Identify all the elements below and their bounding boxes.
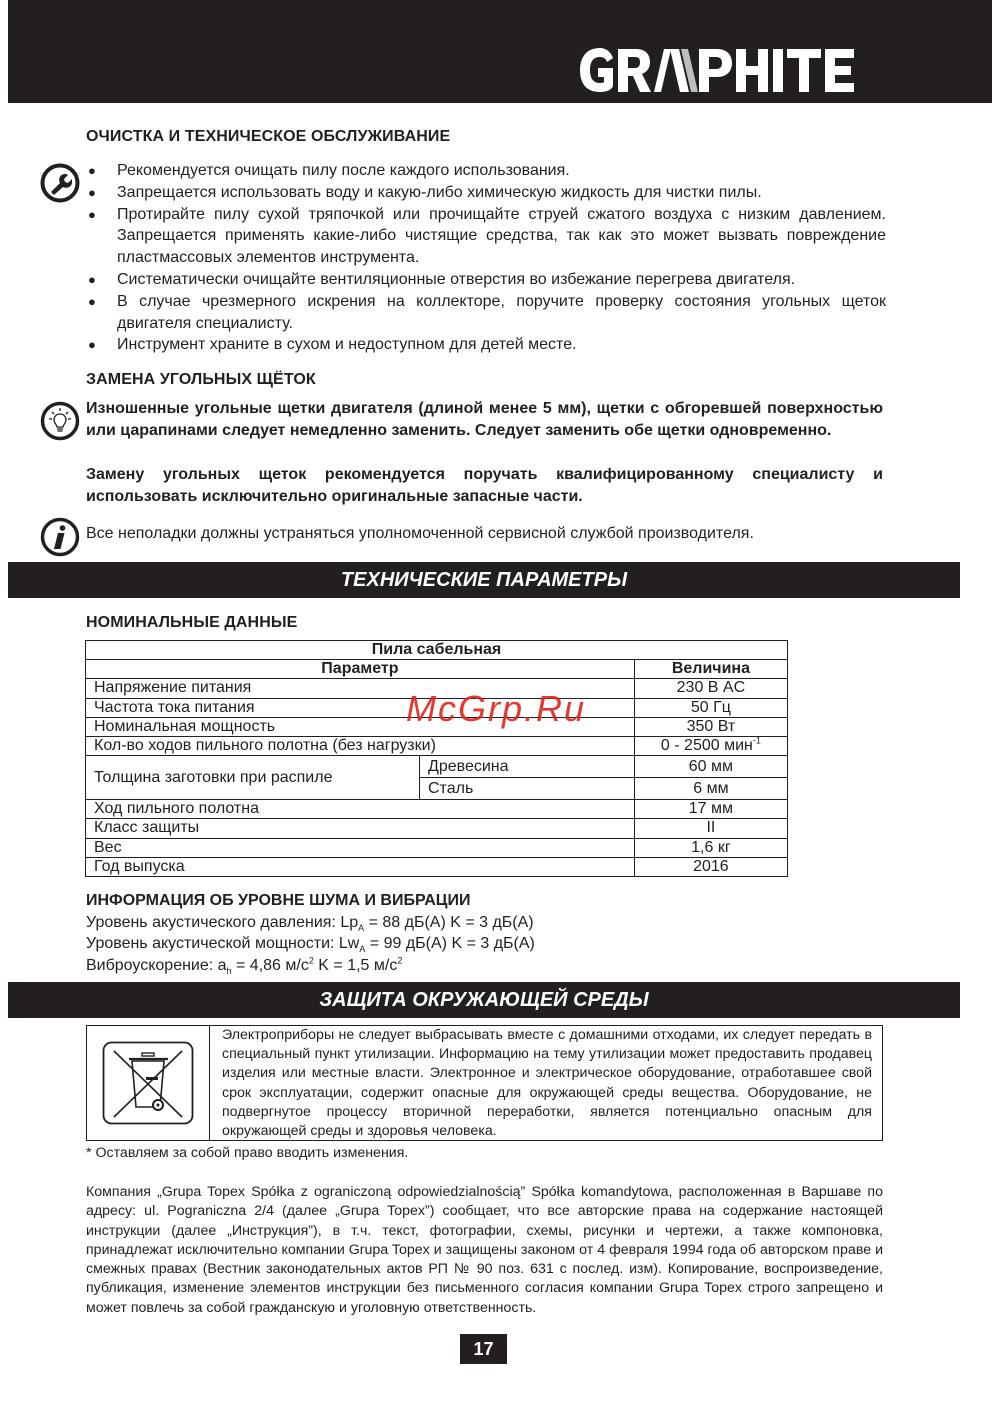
value-cell: 230 В AC xyxy=(634,679,787,698)
param-cell: Кол-во ходов пильного полотна (без нагрузки) xyxy=(86,736,635,755)
noise-value: = 88 дБ(A) K = 3 дБ(A) xyxy=(364,913,534,931)
environment-text: Электроприборы не следует выбрасывать вместе с домашними отходами, их следует передать в специальный пункт утилизации. Информацию на тему утилизации может предоставить продавец изделия или местные власти. Электронное и электрическое оборудование, отработавшее свой срок эксплуатации, содержит опасные для окружающей среды вещества. Оборудование, не подвергнутое процессу вторичной переработки, является потенциально опасным для окружающей среды и здоровья человека. xyxy=(222,1027,872,1140)
environment-box xyxy=(86,1025,883,1141)
param-cell: Вес xyxy=(86,838,635,857)
vibration-sup: 2 xyxy=(397,955,403,966)
table-header-row xyxy=(86,660,788,679)
noise-line-power xyxy=(86,933,535,955)
value-cell: II xyxy=(634,819,787,838)
cleaning-heading: ОЧИСТКА И ТЕХНИЧЕСКОЕ ОБСЛУЖИВАНИЕ xyxy=(86,128,451,145)
value-cell: 1,6 кг xyxy=(634,838,787,857)
noise-label: Уровень акустического давления: Lp xyxy=(86,913,359,931)
noise-sub: A xyxy=(359,944,366,955)
table-row xyxy=(86,838,788,857)
value-text: 0 - 2500 мин xyxy=(660,737,753,755)
param-cell: Класс защиты xyxy=(86,819,635,838)
cleaning-item: ● Систематически очищайте вентиляционные отверстия во избежание перегрева двигателя. xyxy=(86,269,886,291)
value-cell: 17 мм xyxy=(634,800,787,819)
copyright-text: Компания „Grupa Topex Spółka z ograniczoną odpowiedzialnością” Spółka komandytowa, расположенная в Варшаве по адресу: ul. Pograniczna 2/4 (далее „Grupa Topex”) сообщает, что все авторские права на содержание настоящей инструкции (далее „Инструкция”), в т.ч. текст, фотографии, схемы, рисунки и чертежи, а также компоновка, принадлежат исключительно компании Grupa Topex и защищены законом от 4 февраля 1994 года об авторском праве и смежных правах (Вестник законодательных актов РП № 90 поз. 631 с послед. изм). Копирование, воспроизведение, публикация, изменение элементов инструкции без письменного согласия компании Grupa Topex строго запрещено и может повлечь за собой гражданскую и уголовную ответственность. xyxy=(86,1184,883,1316)
crossed-bin-icon xyxy=(102,1041,194,1125)
noise-section xyxy=(86,890,535,976)
value-cell: 350 Вт xyxy=(634,717,787,736)
value-cell xyxy=(634,736,787,755)
subparam-cell: Сталь xyxy=(420,778,635,800)
table-row xyxy=(86,819,788,838)
info-text: Все неполадки должны устраняться уполномоченной сервисной службой производителя. xyxy=(86,525,754,542)
table-row xyxy=(86,679,788,698)
noise-sub: A xyxy=(358,922,365,933)
value-cell: 50 Гц xyxy=(634,698,787,717)
table-row xyxy=(86,736,788,755)
info-icon xyxy=(40,517,80,562)
vibration-value: = 4,86 м/с xyxy=(231,956,309,974)
value-cell: 2016 xyxy=(634,857,787,876)
graphite-logo xyxy=(578,45,890,95)
vibration-label: Виброускорение: a xyxy=(86,956,227,974)
cleaning-item: ● Протирайте пилу сухой тряпочкой или прочищайте струей сжатого воздуха с низким давлением. Запрещается применять какие-либо чистящие средства, так как это может вызвать повреждение пластмассовых элементов инструмента. xyxy=(86,204,886,269)
noise-value: = 99 дБ(A) K = 3 дБ(A) xyxy=(365,935,535,952)
environment-icon-cell xyxy=(87,1026,210,1140)
tech-params-banner: ТЕХНИЧЕСКИЕ ПАРАМЕТРЫ xyxy=(8,562,960,598)
brushes-paragraph-2: Замену угольных щеток рекомендуется поручать квалифицированному специалисту и использовать исключительно оригинальные запасные части. xyxy=(86,466,883,505)
value-cell: 60 мм xyxy=(634,756,787,778)
col-header-value: Величина xyxy=(634,660,787,679)
page-number: 17 xyxy=(460,1334,507,1364)
cleaning-list xyxy=(86,160,886,356)
noise-label: Уровень акустической мощности: Lw xyxy=(86,935,360,952)
param-cell: Ход пильного полотна xyxy=(86,800,635,819)
subparam-cell: Древесина xyxy=(420,756,635,778)
value-cell: 6 мм xyxy=(634,778,787,800)
table-row xyxy=(86,756,788,778)
table-title: Пила сабельная xyxy=(86,641,788,660)
param-cell: Частота тока питания xyxy=(86,698,635,717)
spec-table xyxy=(85,640,788,877)
noise-heading: ИНФОРМАЦИЯ ОБ УРОВНЕ ШУМА И ВИБРАЦИИ xyxy=(86,892,471,909)
watermark: McGrp.Ru xyxy=(406,688,587,729)
cleaning-item: ● Инструмент храните в сухом и недоступном для детей месте. xyxy=(86,334,886,356)
noise-line-pressure xyxy=(86,912,535,934)
param-cell: Напряжение питания xyxy=(86,679,635,698)
environment-banner: ЗАЩИТА ОКРУЖАЮЩЕЙ СРЕДЫ xyxy=(8,982,960,1018)
col-header-param: Параметр xyxy=(86,660,635,679)
table-row xyxy=(86,717,788,736)
cleaning-item: ● Рекомендуется очищать пилу после каждого использования. xyxy=(86,160,886,182)
brushes-paragraph-1: Изношенные угольные щетки двигателя (длиной менее 5 мм), щетки с обгоревшей поверхностью или царапинами следует немедленно заменить. Следует заменить обе щетки одновременно. xyxy=(86,400,883,439)
vibration-k: K = 1,5 м/с xyxy=(313,956,398,974)
lightbulb-icon xyxy=(40,401,80,446)
cleaning-item: ● Запрещается использовать воду и какую-либо химическую жидкость для чистки пилы. xyxy=(86,182,886,204)
header-bar xyxy=(8,0,992,103)
vibration-sub: h xyxy=(226,965,232,976)
rated-data-heading: НОМИНАЛЬНЫЕ ДАННЫЕ xyxy=(86,614,298,631)
cleaning-item: ● В случае чрезмерного искрения на коллекторе, поручите проверку состояния угольных щеток двигателя специалисту. xyxy=(86,291,886,335)
brushes-heading: ЗАМЕНА УГОЛЬНЫХ ЩЁТОК xyxy=(86,371,316,388)
param-cell: Номинальная мощность xyxy=(86,717,635,736)
graphite-logo-icon xyxy=(578,46,890,94)
value-sup: -1 xyxy=(752,735,761,746)
param-cell: Толщина заготовки при распиле xyxy=(86,756,420,800)
table-row xyxy=(86,698,788,717)
param-cell: Год выпуска xyxy=(86,857,635,876)
wrench-icon xyxy=(40,163,80,208)
vibration-sup: 2 xyxy=(308,955,314,966)
table-row xyxy=(86,857,788,876)
changes-note: * Оставляем за собой право вводить изменения. xyxy=(86,1145,409,1161)
vibration-line xyxy=(86,955,535,977)
table-row xyxy=(86,800,788,819)
table-title-row xyxy=(86,641,788,660)
